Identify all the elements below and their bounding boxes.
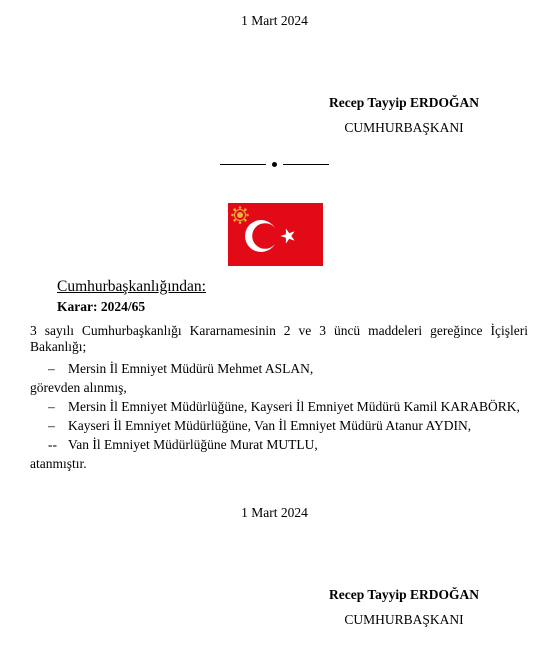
list-dash: -- <box>48 437 57 452</box>
removed-item-text: Mersin İl Emniyet Müdürü Mehmet ASLAN, <box>68 361 314 376</box>
presidential-emblem-icon <box>232 207 249 224</box>
decision-number: Karar: 2024/65 <box>57 299 146 314</box>
appointed-item-text: Kayseri İl Emniyet Müdürlüğüne, Van İl Emniyet Müdürü Atanur AYDIN, <box>68 418 472 433</box>
appointed-item-text: Mersin İl Emniyet Müdürlüğüne, Kayseri İl Emniyet Müdürü Kamil KARABÖRK, <box>68 399 520 414</box>
bottom-date: 1 Mart 2024 <box>241 505 308 520</box>
appointed-item <box>48 437 318 453</box>
issuer-heading: Cumhurbaşkanlığından: <box>57 278 206 295</box>
top-date: 1 Mart 2024 <box>241 13 308 28</box>
appointed-item <box>48 418 471 434</box>
turkish-flag-icon <box>228 203 323 266</box>
top-signatory-title: CUMHURBAŞKANI <box>344 120 464 135</box>
appointed-item <box>48 399 520 415</box>
appointed-item-text: Van İl Emniyet Müdürlüğüne Murat MUTLU, <box>68 437 318 452</box>
list-dash: – <box>48 418 55 433</box>
appointed-suffix: atanmıştır. <box>30 456 87 471</box>
decision-intro: 3 sayılı Cumhurbaşkanlığı Kararnamesinin 2 ve 3 üncü maddeleri gereğince İçişleri Bakanlığı; <box>30 323 528 354</box>
bottom-signatory-name: Recep Tayyip ERDOĞAN <box>328 587 480 602</box>
bottom-signatory-title: CUMHURBAŞKANI <box>344 612 464 627</box>
section-divider <box>0 156 549 172</box>
removed-suffix: görevden alınmış, <box>30 380 127 395</box>
top-signatory-name: Recep Tayyip ERDOĞAN <box>328 95 480 110</box>
removed-item <box>48 361 313 377</box>
list-dash: – <box>48 399 55 414</box>
list-dash: – <box>48 361 55 376</box>
